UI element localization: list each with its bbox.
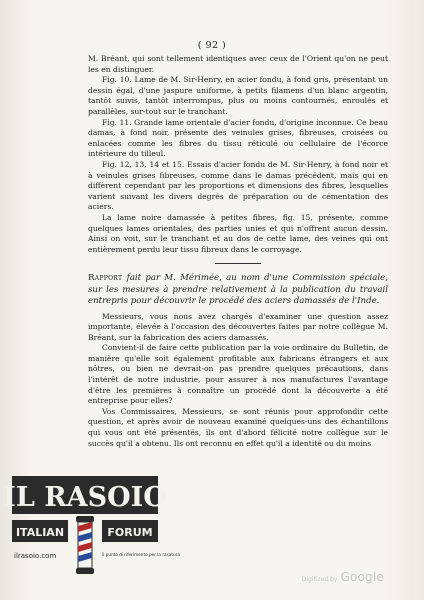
paragraph-lame-noire: La lame noire damassée à petites fibres, fig. 15, présente, comme quelques lames orientales, des parties unies et qui n'offrent aucun dessin. Ainsi on voit, sur le tranchant et au dos de cette lame, des veines qui ont entièrement perdu leur tissu fibreux dans le corroyage. xyxy=(88,212,388,254)
digitized-by-google xyxy=(302,570,384,584)
watermark-left: ITALIAN xyxy=(15,526,65,539)
report-lead: Rapport xyxy=(88,273,123,284)
page-number: ( 92 ) xyxy=(197,40,227,51)
watermark-title: IL RASOIO xyxy=(3,482,167,513)
watermark-right: FORUM xyxy=(107,526,153,539)
google-brand: Google xyxy=(340,570,384,584)
watermark-tagline: il punto di riferimento per la rasatura xyxy=(102,552,180,557)
section-divider xyxy=(215,263,261,264)
paragraph-convient: Convient-il de faire cette publication par la voie ordinaire du Bulletin, de manière qu'elle soit également profitable aux fabricans étrangers et aux nôtres, ou bien ne devrait-on pas prendre quelques précautions, dans l'intérêt de notre industrie, pour assurer à nos manufactures l'avantage d'être les premières à connaître un procédé dont la découverte a été entreprise pour elles? xyxy=(88,343,388,406)
body-text xyxy=(88,54,388,449)
paragraph-messieurs: Messieurs, vous nous avez chargés d'examiner une question assez importante, élevée à l'occasion des découvertes faites par notre collègue M. Bréant, sur la fabrication des aciers damassés. xyxy=(88,311,388,342)
digitized-prefix: Digitized by xyxy=(301,576,338,583)
report-heading-text: fait par M. Mérimée, au nom d'une Commission spéciale, sur les mesures à prendre relativement à la publication du travail entrepris pour découvrir le procédé des aciers damassés de l'Inde. xyxy=(88,273,388,307)
paragraph-fig12-15: Fig. 12, 13, 14 et 15. Essais d'acier fondu de M. Sir-Henry, à fond noir et à veinules grises fibreuses, comme dans le damas précédent, mais qui en diffèrent cependant par les proportions et dimensions des fibres, lesquelles varient suivant les divers degrés de préparation ou de cémentation des aciers. xyxy=(88,159,388,212)
watermark-site: ilrasoio.com xyxy=(14,552,57,560)
barber-pole-icon xyxy=(76,516,94,574)
paragraph-fig11: Fig. 11. Grande lame orientale d'acier fondu, d'origine inconnue. Ce beau damas, à fond noir, présente des veinules grises, fibreuses, croisées ou enlacées comme les fibres du tissu réticulé ou cellulaire de l'écorce intérieure du tilleul. xyxy=(88,117,388,159)
watermark-logo xyxy=(3,470,180,590)
paragraph-commissaires: Vos Commissaires, Messieurs, se sont réunis pour approfondir cette question, et après avoir de nouveau examiné quelques-uns des échantillons qui vous ont été présentés, ils ont d'abord félicité notre collègue sur le succès qu'il a obtenu. Ils ont reconnu en effet qu'il a identité ou du moins xyxy=(88,406,388,448)
watermark-logo-graphic xyxy=(3,470,180,590)
paragraph-fig10: Fig. 10. Lame de M. Sir-Henry, en acier fondu, à fond gris, présentant un dessin égal, d'une jaspure uniforme, à petits filamens d'un blanc argentin, tantôt suivis, tantôt interrompus, plus ou moins contournés, enroulés et parallèles, sur-tout sur le tranchant. xyxy=(88,75,388,116)
paragraph-1: M. Bréant, qui sont tellement identiques avec ceux de l'Orient qu'on ne peut les en distinguer. xyxy=(88,54,388,74)
report-heading xyxy=(88,273,388,307)
